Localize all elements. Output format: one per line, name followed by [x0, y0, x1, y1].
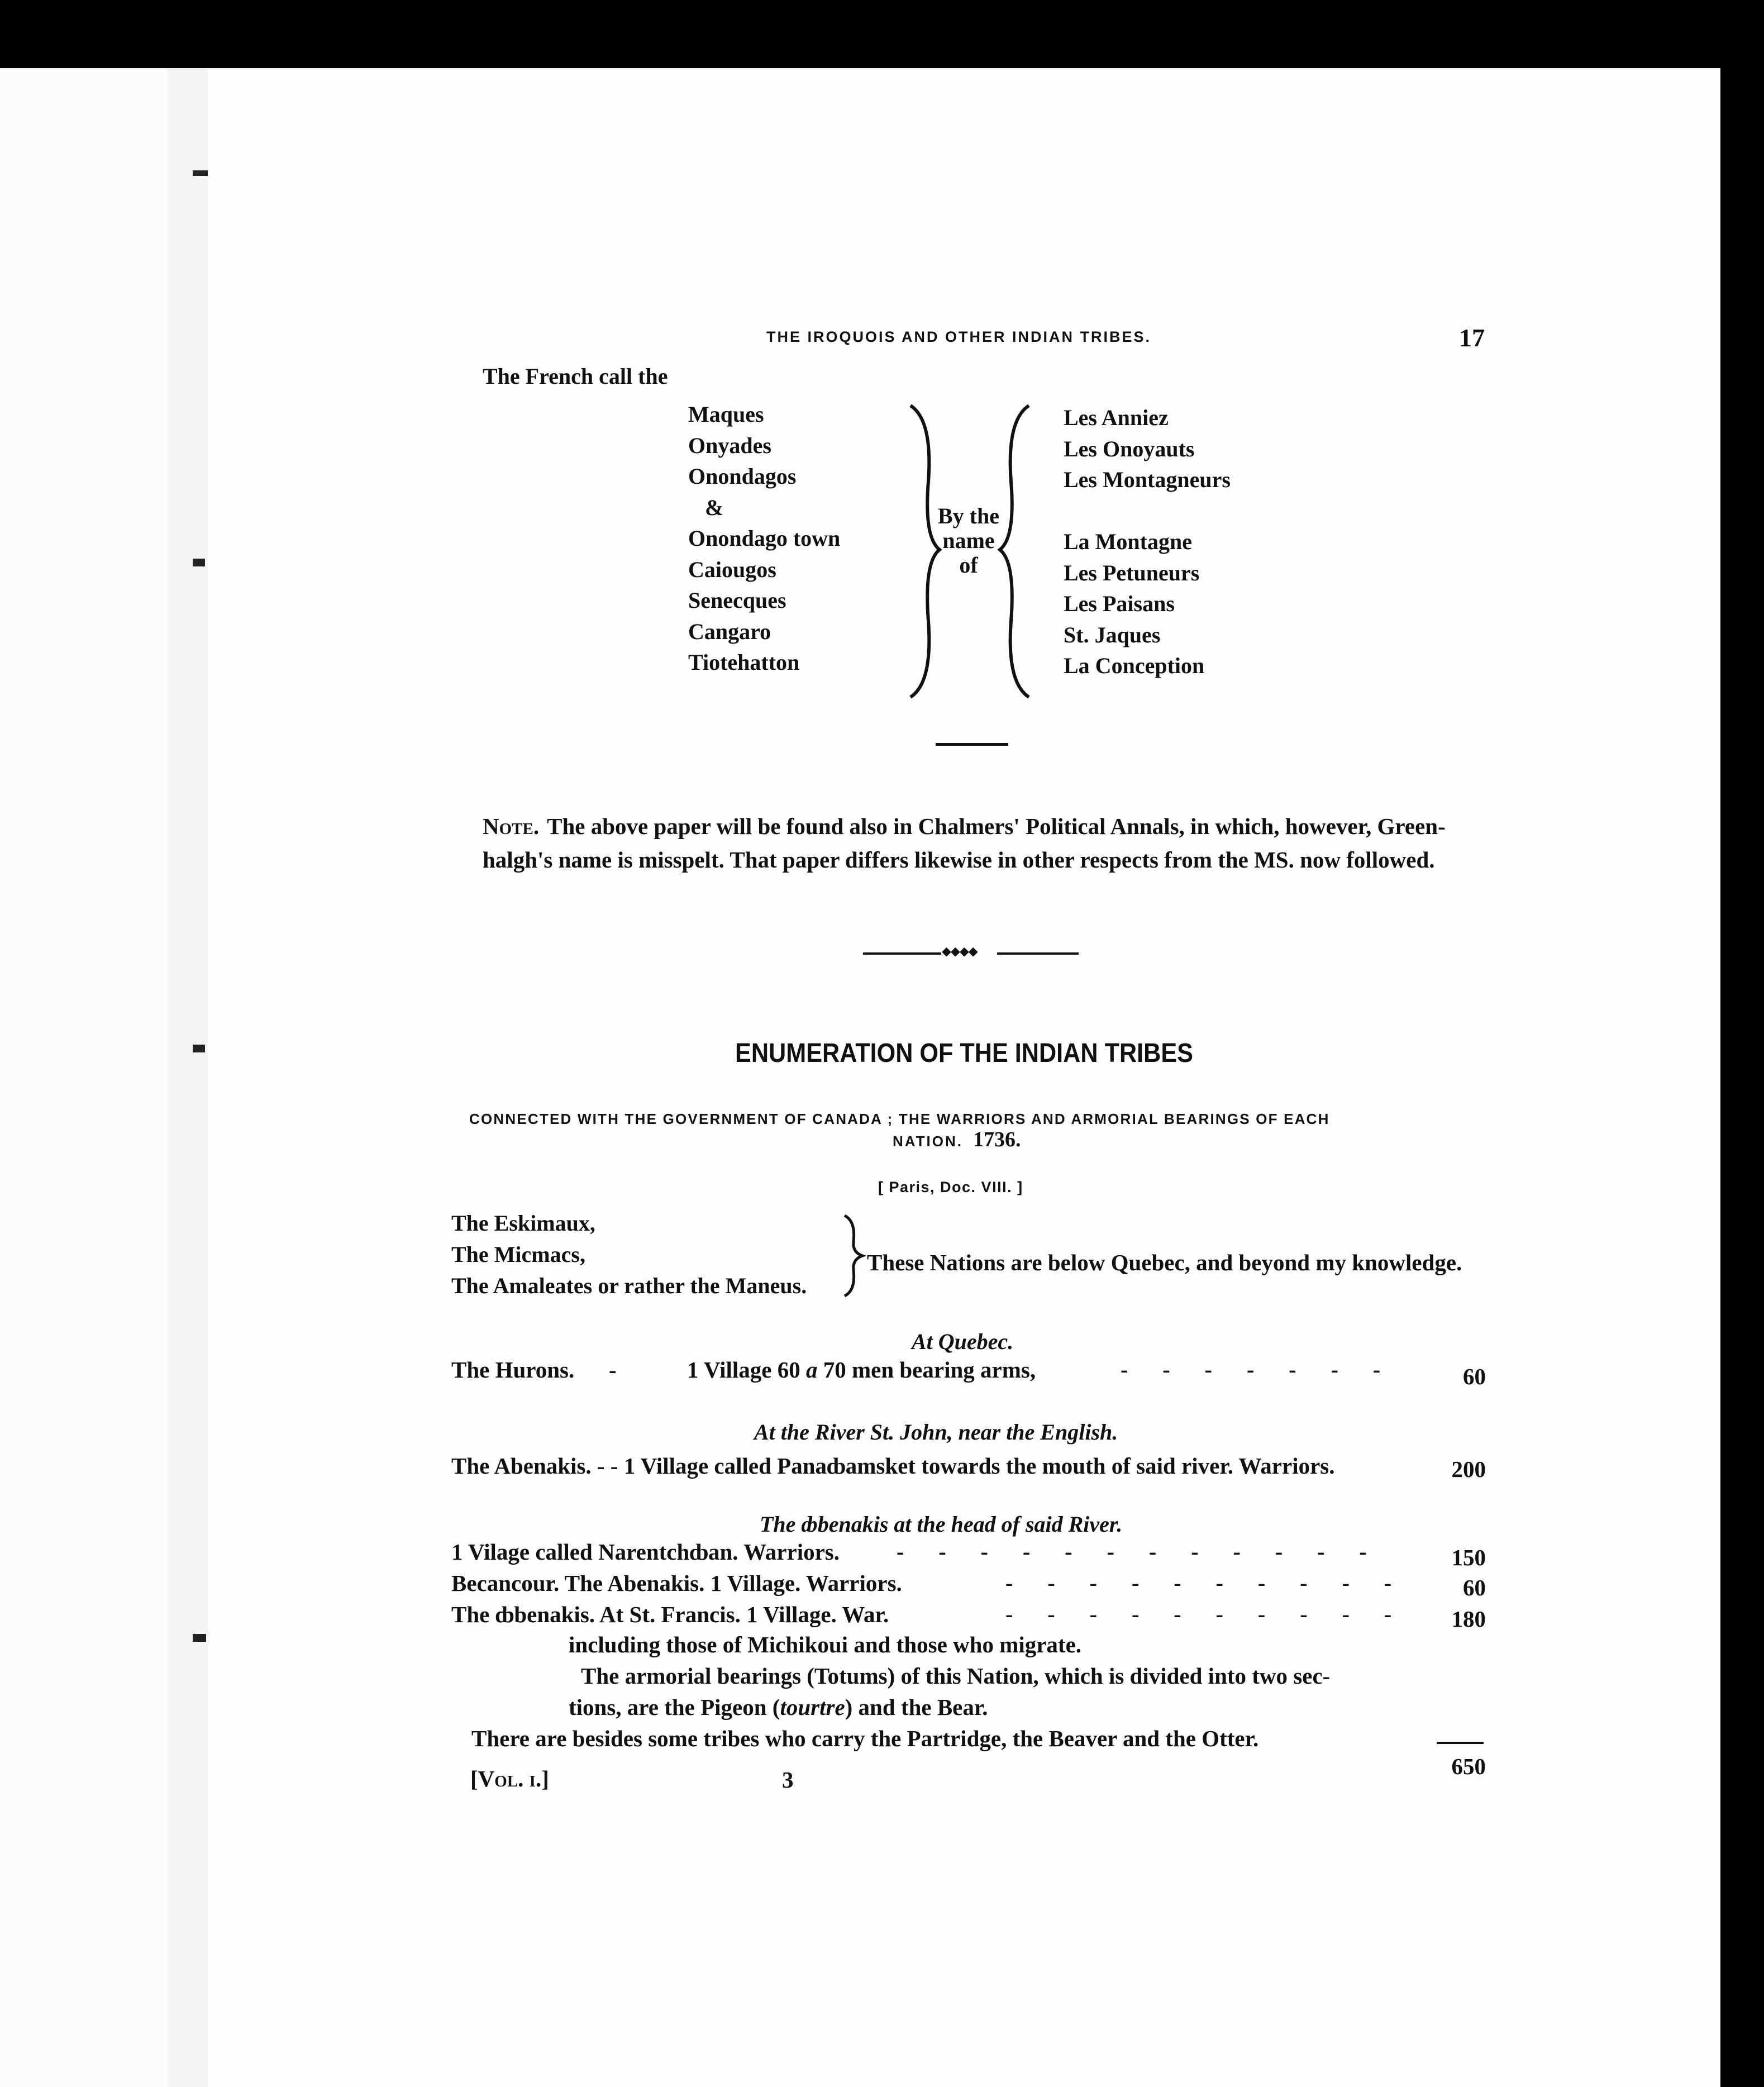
english-name: Onondago town [688, 526, 841, 551]
book-page [208, 68, 1720, 2087]
right-brace [997, 403, 1036, 699]
volume-signature: [Vol. i.] [470, 1766, 549, 1791]
hurons-text-b: 70 men bearing arms, [823, 1357, 1036, 1383]
hurons-name: The Hurons. [451, 1357, 575, 1383]
hurons-count: 60 [1463, 1364, 1486, 1389]
english-name: Cangaro [688, 618, 771, 644]
french-name: Les Montagneurs [1064, 467, 1231, 492]
note-text: The above paper will be found also in Chalmers' Political Annals, in which, however, Green- [547, 813, 1446, 839]
sheet-signature: 3 [782, 1767, 794, 1793]
english-name: Tiotehatton [688, 650, 800, 675]
binding-gutter [168, 68, 209, 2087]
below-quebec-remark: These Nations are below Quebec, and beyond my knowledge. [867, 1250, 1462, 1275]
middle-word: By the [938, 503, 999, 528]
besides-line: There are besides some tribes who carry the Partridge, the Beaver and the Otter. [471, 1726, 1259, 1751]
ornament-rule-right [997, 952, 1079, 955]
section-rule [936, 743, 1008, 746]
margin-mark [193, 1045, 205, 1052]
enumeration-subtitle-1: CONNECTED WITH THE GOVERNMENT OF CANADA ; THE WARRIORS AND ARMORIAL BEARINGS OF EACH [469, 1111, 1330, 1127]
running-title: THE IROQUOIS AND OTHER INDIAN TRIBES. [766, 328, 1152, 345]
french-name: La Conception [1064, 653, 1205, 678]
hurons-text-italic: a [805, 1357, 818, 1383]
leader-dots: - - - - - - - [1121, 1357, 1395, 1382]
french-name: La Montagne [1064, 529, 1192, 554]
abenakis-line: The Abenakis. - - 1 Village called Panaȸamsket towards the mouth of said river. Warriors. [451, 1453, 1335, 1479]
leader-dots: - - - - - - - - - - [1005, 1570, 1407, 1595]
margin-mark [193, 170, 208, 176]
hurons-text [687, 1356, 1036, 1383]
ornament-rule-left [863, 952, 941, 955]
english-name: Maques [688, 402, 764, 427]
ornament-icon: ◆◆◆◆ [942, 944, 978, 958]
middle-word: name [942, 528, 995, 553]
nation-name: The Amaleates or rather the Maneus. [451, 1273, 807, 1298]
abenakis-count: 200 [1451, 1456, 1486, 1482]
source-reference: [ Paris, Doc. VIII. ] [878, 1179, 1023, 1195]
french-intro: The French call the [483, 364, 668, 389]
michikoui-line: including those of Michikoui and those who migrate. [569, 1632, 1082, 1657]
becancour-line: Becancour. The Abenakis. 1 Village. Warriors. [451, 1570, 902, 1596]
enumeration-subtitle-2 [893, 1127, 1021, 1152]
english-names-column [688, 399, 840, 678]
nation-name: The Micmacs, [451, 1242, 585, 1267]
becancour-count: 60 [1463, 1575, 1486, 1600]
leader-dots: - - - - - - - - - - [1005, 1602, 1407, 1627]
page-number: 17 [1459, 323, 1485, 352]
margin-mark [193, 1634, 206, 1642]
hurons-text-a: 1 Village 60 [687, 1357, 800, 1383]
head-river-heading: The ȸbenakis at the head of said River. [760, 1512, 1123, 1537]
nation-name: The Eskimaux, [451, 1211, 595, 1236]
leader-dots: - - - - - - - - - - - - [897, 1539, 1381, 1564]
english-name: Onondagos [688, 464, 797, 489]
margin-mark [193, 559, 205, 566]
hurons-dash: - [609, 1357, 617, 1383]
english-name: Caiougos [688, 556, 776, 582]
total-count: 650 [1451, 1754, 1486, 1779]
english-name: Senecques [688, 588, 786, 613]
armorial-2a: tions, are the Pigeon ( [569, 1694, 780, 1720]
note-label: Note. [483, 813, 540, 839]
french-name: St. Jaques [1064, 622, 1161, 647]
french-name: Les Petuneurs [1064, 560, 1200, 585]
note-line-1 [483, 813, 1446, 840]
armorial-line-1: The armorial bearings (Totums) of this Nation, which is divided into two sec- [581, 1663, 1331, 1689]
french-names-column [1064, 402, 1231, 682]
english-name: & [705, 494, 724, 520]
narentch-count: 150 [1451, 1545, 1486, 1570]
note-line-2: halgh's name is misspelt. That paper differs likewise in other respects from the MS. now followed. [483, 847, 1435, 873]
french-name: Les Onoyauts [1064, 436, 1195, 461]
subtitle-nation: NATION. [893, 1133, 963, 1150]
spacer [1064, 495, 1231, 527]
subtitle-year: 1736. [972, 1128, 1021, 1151]
total-rule [1437, 1742, 1484, 1744]
english-name: Onyades [688, 432, 771, 458]
below-quebec-nations [451, 1208, 807, 1302]
narentch-line: 1 Vilage called Narentchȸan. Warriors. [451, 1539, 840, 1565]
stfrancis-line: The ȸbenakis. At St. Francis. 1 Village. War. [451, 1602, 889, 1627]
armorial-2b: ) and the Bear. [845, 1694, 988, 1720]
enumeration-title: ENUMERATION OF THE INDIAN TRIBES [735, 1038, 1193, 1068]
facing-page-strip [0, 68, 168, 2087]
stfrancis-count: 180 [1451, 1606, 1486, 1632]
armorial-line-2 [569, 1694, 988, 1721]
stjohn-heading: At the River St. John, near the English. [754, 1419, 1118, 1445]
middle-word: of [959, 552, 978, 578]
quebec-heading: At Quebec. [912, 1329, 1014, 1354]
french-name: Les Anniez [1064, 405, 1169, 430]
nations-brace [841, 1213, 866, 1298]
armorial-italic: tourtre [780, 1694, 845, 1720]
french-name: Les Paisans [1064, 591, 1175, 616]
